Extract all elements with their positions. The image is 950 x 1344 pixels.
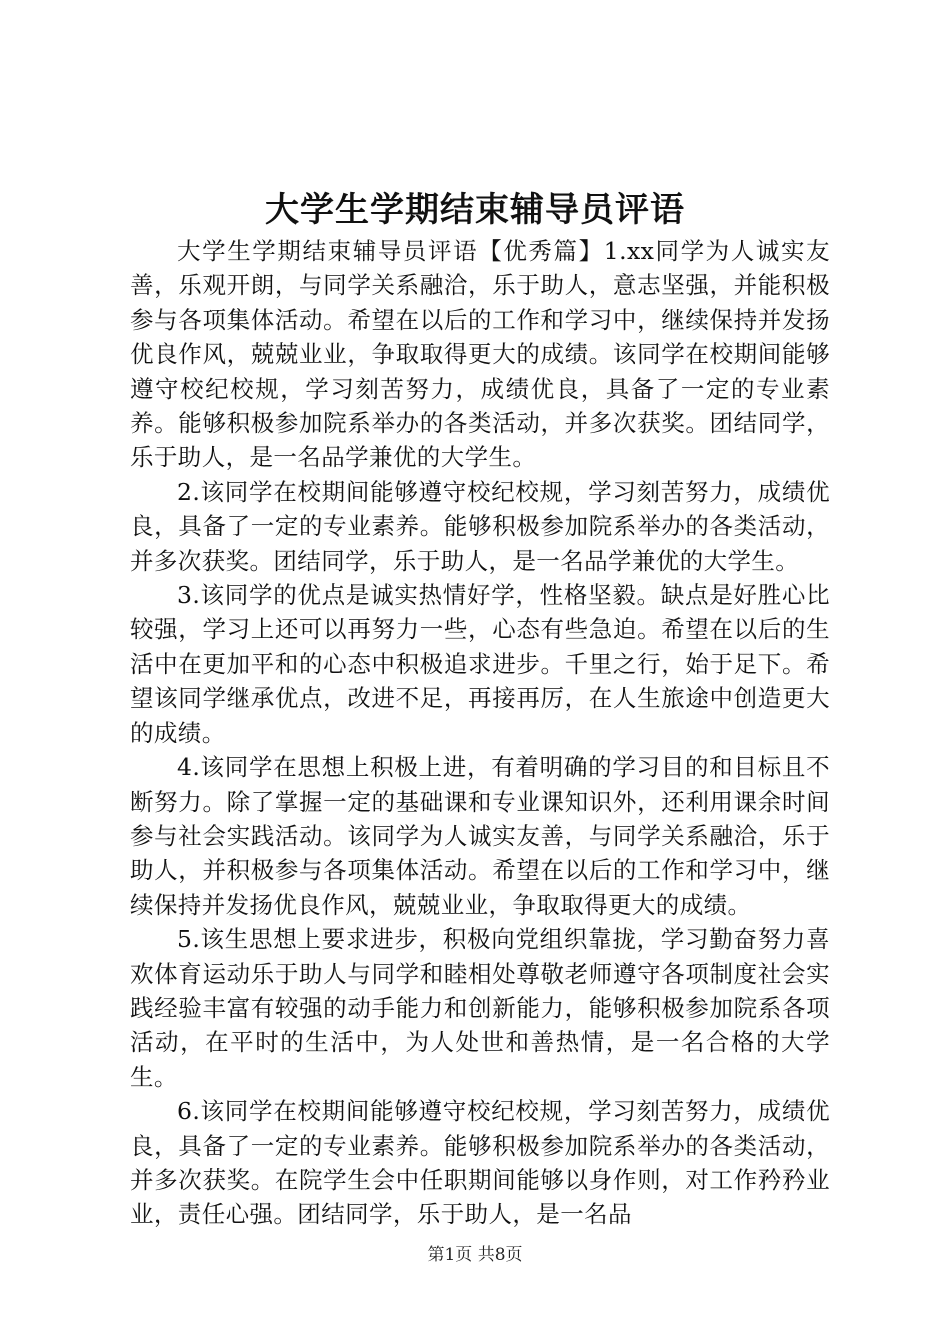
page-number-footer: 第1页 共8页 — [427, 1245, 523, 1265]
document-title: 大学生学期结束辅导员评语 — [265, 190, 685, 230]
document-body — [130, 234, 830, 1232]
paragraph-3: 3.该同学的优点是诚实热情好学，性格坚毅。缺点是好胜心比较强，学习上还可以再努力一些，心态有些急迫。希望在以后的生活中在更加平和的心态中积极追求进步。千里之行，始于足下。希望该同学继承优点，改进不足，再接再厉，在人生旅途中创造更大的成绩。 — [130, 581, 830, 747]
paragraph-2: 2.该同学在校期间能够遵守校纪校规，学习刻苦努力，成绩优良，具备了一定的专业素养。能够积极参加院系举办的各类活动，并多次获奖。团结同学，乐于助人，是一名品学兼优的大学生。 — [130, 477, 830, 575]
paragraph-1: 大学生学期结束辅导员评语【优秀篇】1.xx同学为人诚实友善，乐观开朗，与同学关系融洽，乐于助人，意志坚强，并能积极参与各项集体活动。希望在以后的工作和学习中，继续保持并发扬优良作风，兢兢业业，争取取得更大的成绩。该同学在校期间能够遵守校纪校规，学习刻苦努力，成绩优良，具备了一定的专业素养。能够积极参加院系举办的各类活动，并多次获奖。团结同学，乐于助人，是一名品学兼优的大学生。 — [130, 237, 830, 472]
paragraph-4: 4.该同学在思想上积极上进，有着明确的学习目的和目标且不断努力。除了掌握一定的基础课和专业课知识外，还利用课余时间参与社会实践活动。该同学为人诚实友善，与同学关系融洽，乐于助人，并积极参与各项集体活动。希望在以后的工作和学习中，继续保持并发扬优良作风，兢兢业业，争取取得更大的成绩。 — [130, 753, 830, 919]
paragraph-6: 6.该同学在校期间能够遵守校纪校规，学习刻苦努力，成绩优良，具备了一定的专业素养。能够积极参加院系举办的各类活动，并多次获奖。在院学生会中任职期间能够以身作则，对工作矜矜业业，责任心强。团结同学，乐于助人，是一名品 — [130, 1097, 830, 1229]
paragraph-5: 5.该生思想上要求进步，积极向党组织靠拢，学习勤奋努力喜欢体育运动乐于助人与同学和睦相处尊敬老师遵守各项制度社会实践经验丰富有较强的动手能力和创新能力，能够积极参加院系各项活动，在平时的生活中，为人处世和善热情，是一名合格的大学生。 — [130, 925, 830, 1091]
